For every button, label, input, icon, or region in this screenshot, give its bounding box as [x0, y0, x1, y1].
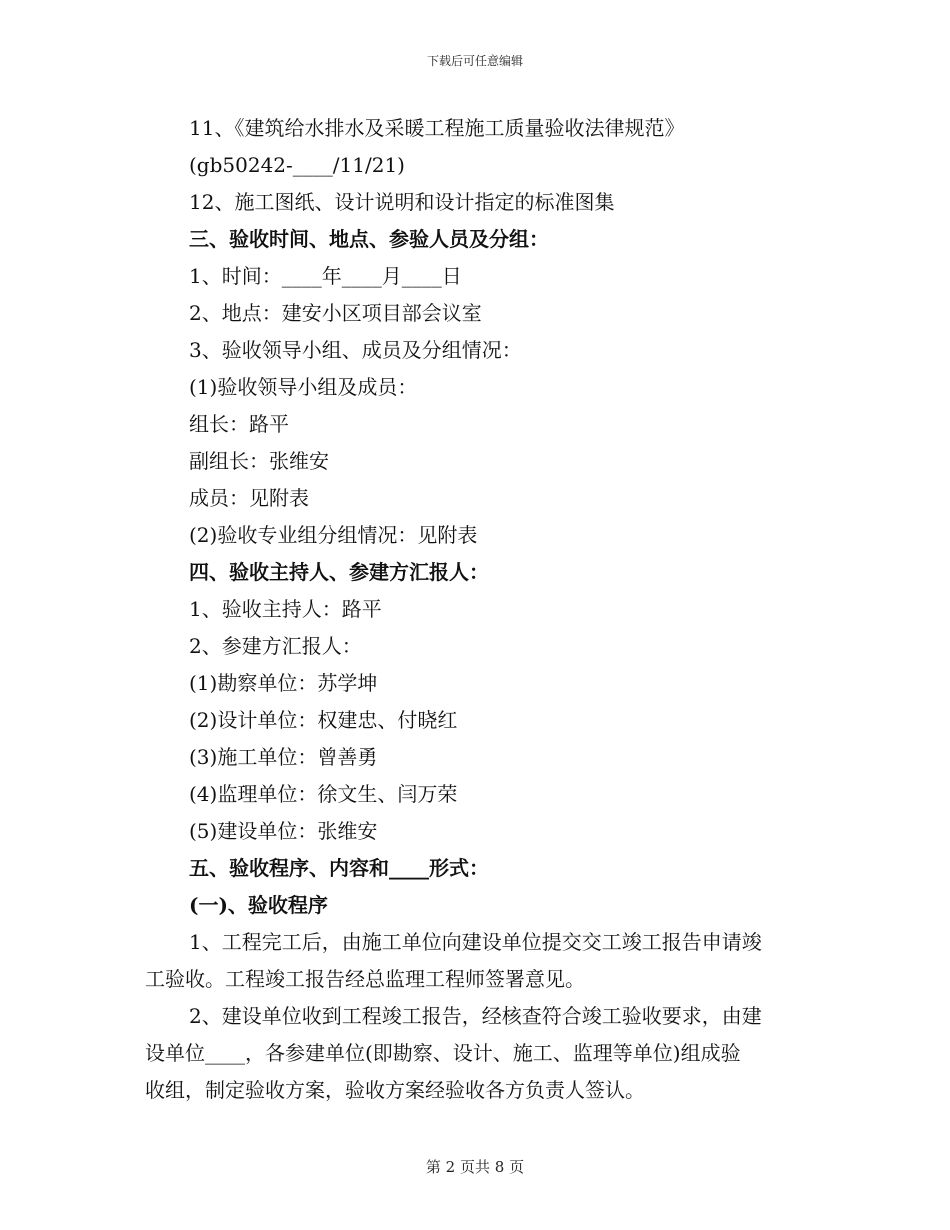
subsection-procedure-heading: (一)、验收程序 [189, 893, 328, 917]
item-11-standard-code: (gb50242-____/11/21) [189, 153, 405, 177]
paragraph-line: 1、工程完工后，由施工单位向建设单位提交交工竣工报告申请竣 [189, 930, 762, 954]
reporter-survey: (1)勘察单位：苏学坤 [189, 671, 378, 695]
time-field: 1、时间：____年____月____日 [189, 264, 462, 288]
paragraph-line: 2、建设单位收到工程竣工报告，经核查符合竣工验收要求，由建 [189, 1004, 762, 1028]
document-body [145, 110, 810, 1109]
item-11: 11、《建筑给水排水及采暖工程施工质量验收法律规范》 [189, 116, 685, 140]
reporter-owner: (5)建设单位：张维安 [189, 819, 378, 843]
reporter-construction: (3)施工单位：曾善勇 [189, 745, 378, 769]
page-footer: 第 2 页共 8 页 [425, 1158, 525, 1176]
group-leader: 组长：路平 [189, 412, 289, 436]
paragraph-line: 收组，制定验收方案，验收方案经验收各方负责人签认。 [145, 1078, 645, 1102]
paragraph-line: 设单位____，各参建单位(即勘察、设计、施工、监理等单位)组成验 [145, 1041, 741, 1065]
section-3-heading: 三、验收时间、地点、参验人员及分组： [189, 227, 549, 251]
acceptance-host: 1、验收主持人：路平 [189, 597, 382, 621]
procedure-paragraph-1 [145, 924, 810, 998]
deputy-group-leader: 副组长：张维安 [189, 449, 329, 473]
procedure-paragraph-2 [145, 998, 810, 1109]
members: 成员：见附表 [189, 486, 309, 510]
leadership-members-title: (1)验收领导小组及成员： [189, 375, 418, 399]
item-12: 12、施工图纸、设计说明和设计指定的标准图集 [189, 190, 615, 214]
paragraph-line: 工验收。工程竣工报告经总监理工程师签署意见。 [145, 967, 585, 991]
leadership-group-title: 3、验收领导小组、成员及分组情况： [189, 338, 522, 362]
section-5-heading: 五、验收程序、内容和____形式： [189, 856, 489, 880]
location-field: 2、地点：建安小区项目部会议室 [189, 301, 482, 325]
page-header: 下载后可任意编辑 [426, 54, 523, 68]
reporter-design: (2)设计单位：权建忠、付晓红 [189, 708, 458, 732]
section-4-heading: 四、验收主持人、参建方汇报人： [189, 560, 489, 584]
reporter-supervision: (4)监理单位：徐文生、闫万荣 [189, 782, 458, 806]
specialty-groups: (2)验收专业组分组情况：见附表 [189, 523, 478, 547]
reporters-title: 2、参建方汇报人： [189, 634, 362, 658]
